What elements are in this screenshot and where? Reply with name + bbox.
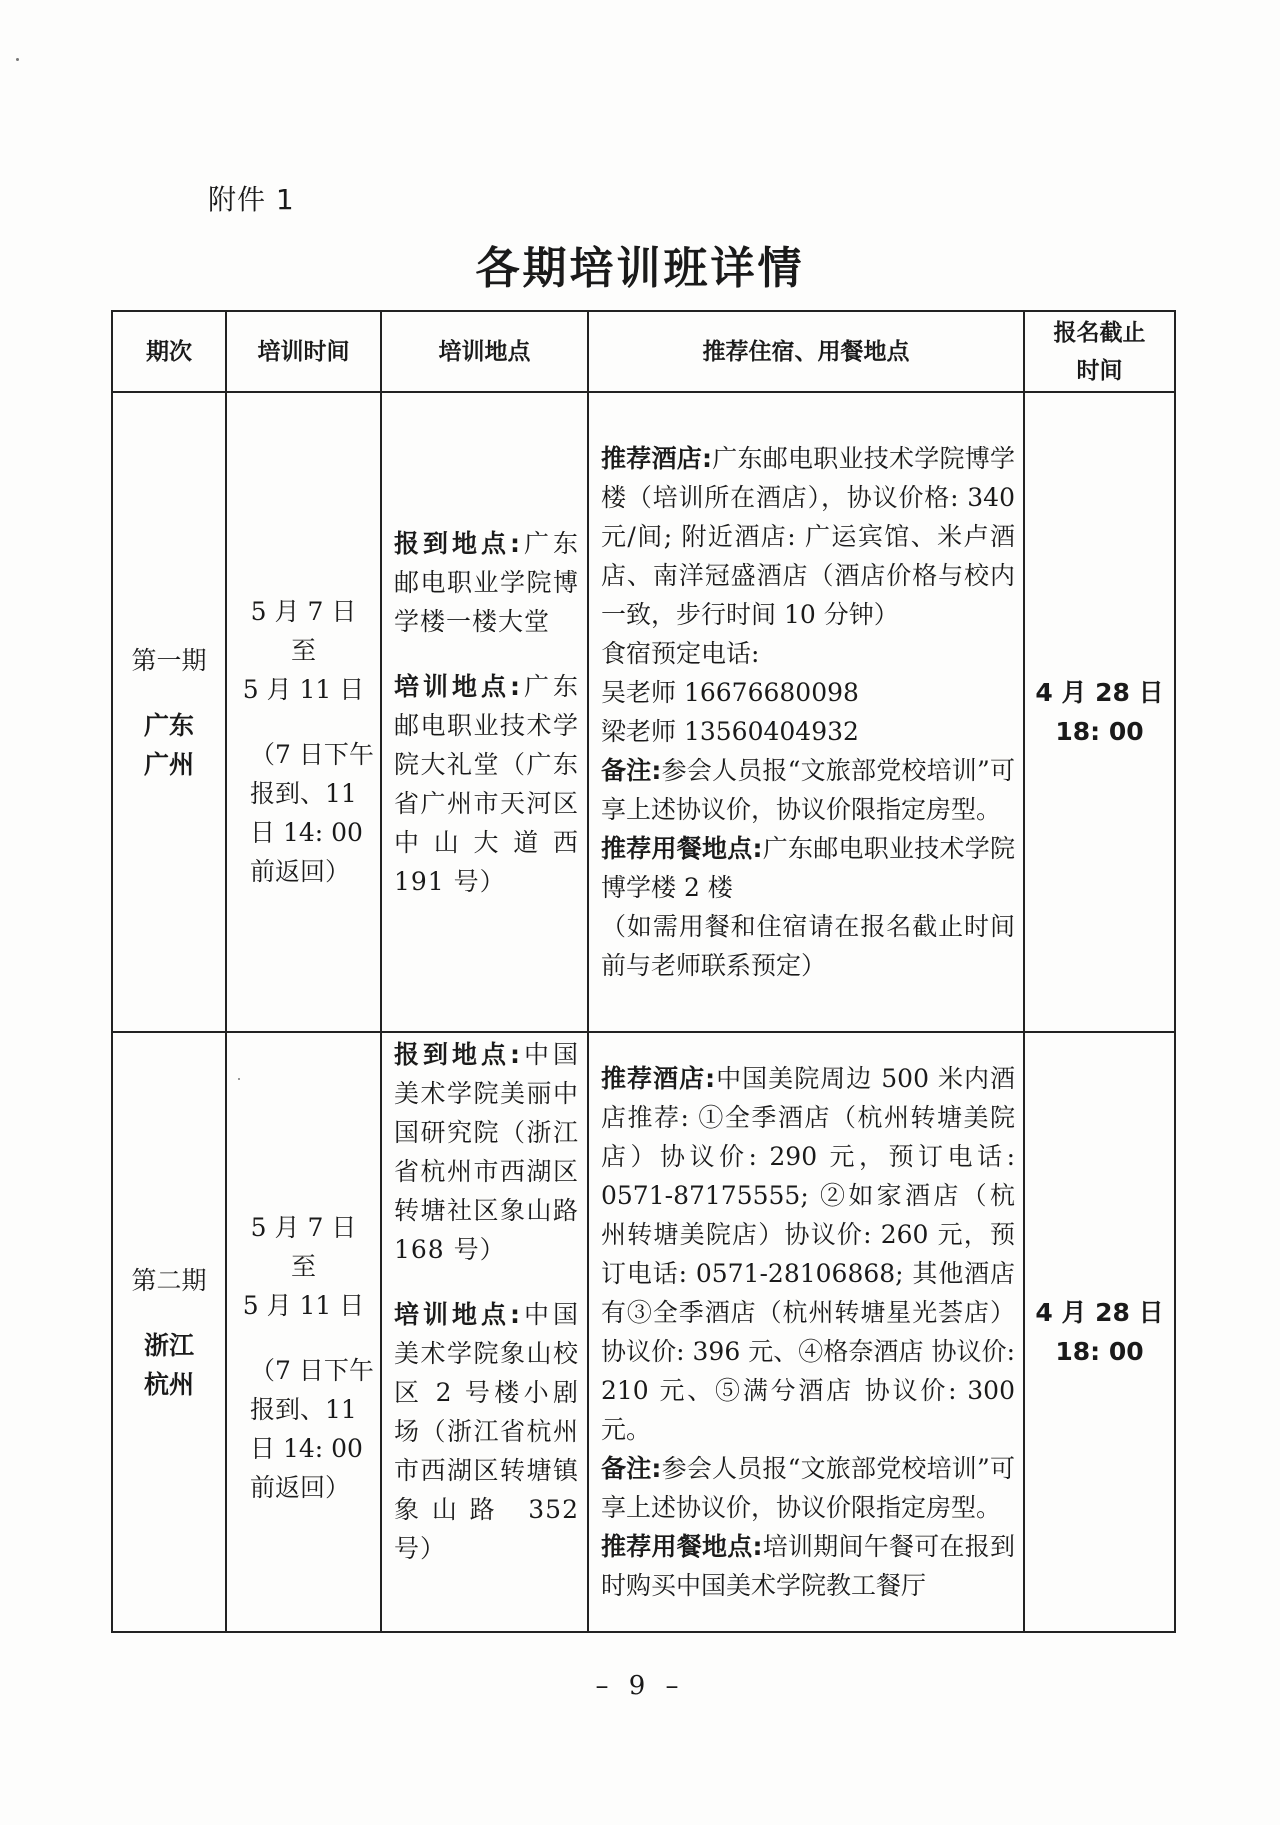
scan-speck: [16, 58, 19, 61]
report-location: [394, 1035, 579, 1269]
deadline-cell: [1024, 392, 1175, 1032]
phone-title: 食宿预定电话:: [601, 639, 760, 668]
contact-line: 梁老师 13560404932: [601, 717, 859, 746]
hotel-recommendation: [601, 439, 1015, 634]
training-location-text: 广东邮电职业技术学院大礼堂（广东省广州市天河区中山大道西 191 号）: [394, 671, 579, 896]
hotel-label: 推荐酒店:: [601, 444, 712, 473]
location-cell: [381, 1032, 588, 1632]
report-location-label: 报到地点:: [394, 1040, 521, 1069]
table-header-row: [112, 311, 1175, 392]
deadline-date: 4 月 28 日: [1035, 678, 1164, 707]
period-cell: [112, 1032, 226, 1632]
header-deadline-line1: 报名截止: [1053, 319, 1146, 346]
contact-line: 吴老师 16676680098: [601, 678, 859, 707]
training-schedule-table: [111, 310, 1176, 1633]
time-note: （7 日下午报到、11 日 14: 00 前返回）: [250, 740, 374, 886]
page-title: 各期培训班详情: [475, 243, 805, 294]
note-text: 参会人员报“文旅部党校培训”可享上述协议价，协议价限指定房型。: [601, 756, 1015, 824]
deadline-time: 18: 00: [1055, 717, 1144, 746]
training-location-text: 中国美术学院象山校区 2 号楼小剧场（浙江省杭州市西湖区转塘镇象山路 352 号）: [394, 1300, 579, 1563]
period-cell: [112, 392, 226, 1032]
table-row: [112, 1032, 1175, 1632]
dining-label: 推荐用餐地点:: [601, 834, 763, 863]
lodging-note: [601, 751, 1015, 829]
time-to: 至: [290, 1252, 316, 1281]
header-deadline: [1024, 311, 1175, 392]
city-line: 广东: [143, 710, 194, 740]
note-label: 备注:: [601, 1454, 662, 1483]
time-to: 至: [290, 636, 316, 665]
location-cell: [381, 392, 588, 1032]
header-location: 培训地点: [381, 311, 588, 392]
time-cell: [226, 392, 381, 1032]
training-location-label: 培训地点:: [394, 1300, 521, 1329]
deadline-cell: [1024, 1032, 1175, 1632]
city-line: 浙江: [143, 1330, 194, 1360]
city-line: 杭州: [143, 1369, 194, 1399]
training-location: [394, 667, 579, 901]
training-location-label: 培训地点:: [394, 671, 521, 701]
dining-recommendation: [601, 829, 1015, 907]
report-location-label: 报到地点:: [394, 528, 521, 558]
dining-recommendation: [601, 1527, 1015, 1605]
report-location: [394, 524, 579, 641]
hotel-text: 广东邮电职业技术学院博学楼（培训所在酒店），协议价格: 340 元/间; 附近酒店: 广运宾馆、米卢酒店、南洋冠盛酒店（酒店价格与校内一致，步行时间 10 分钟）: [601, 444, 1015, 629]
time-end: 5 月 11 日: [242, 675, 365, 704]
period-name: 第二期: [131, 1265, 207, 1295]
header-period: 期次: [112, 311, 226, 392]
header-lodging: 推荐住宿、用餐地点: [588, 311, 1024, 392]
hotel-text: 中国美院周边 500 米内酒店推荐: ①全季酒店（杭州转塘美院店）协议价: 290 元，预订电话: 0571-87175555; ②如家酒店（杭州转塘美院店）协议价: 260 元，预订电话: 0571-28106868; 其他酒店有③全季酒店（杭州转塘星光荟店）协议价: 396 元、④格奈酒店 协议价: 210 元、⑤满兮酒店 协议价: 300 元。: [601, 1064, 1015, 1444]
lodging-note: [601, 1449, 1015, 1527]
time-note: （7 日下午报到、11 日 14: 00 前返回）: [250, 1356, 374, 1502]
dining-text: 广东邮电职业技术学院博学楼 2 楼: [601, 834, 1015, 902]
page-number: – 9 –: [595, 1671, 685, 1701]
hotel-recommendation: [601, 1059, 1015, 1449]
report-location-text: 中国美术学院美丽中国研究院（浙江省杭州市西湖区转塘社区象山路 168 号）: [394, 1040, 579, 1264]
time-start: 5 月 7 日: [250, 597, 357, 626]
header-time: 培训时间: [226, 311, 381, 392]
dining-label: 推荐用餐地点:: [601, 1532, 763, 1561]
city-line: 广州: [143, 749, 194, 779]
period-city: [114, 706, 224, 784]
training-location: [394, 1295, 579, 1568]
time-start: 5 月 7 日: [250, 1213, 357, 1242]
period-city: [114, 1326, 224, 1404]
header-deadline-line2: 时间: [1076, 357, 1123, 384]
lodging-cell: [588, 392, 1024, 1032]
note-text: 参会人员报“文旅部党校培训”可享上述协议价，协议价限指定房型。: [601, 1454, 1015, 1522]
dining-note: （如需用餐和住宿请在报名截止时间前与老师联系预定）: [601, 912, 1015, 980]
lodging-cell: [588, 1032, 1024, 1632]
table-row: [112, 392, 1175, 1032]
period-name: 第一期: [131, 645, 207, 675]
deadline-time: 18: 00: [1055, 1337, 1144, 1366]
time-cell: [226, 1032, 381, 1632]
report-location-text: 广东邮电职业学院博学楼一楼大堂: [394, 528, 579, 636]
time-end: 5 月 11 日: [242, 1291, 365, 1320]
deadline-date: 4 月 28 日: [1035, 1298, 1164, 1327]
hotel-label: 推荐酒店:: [601, 1064, 716, 1093]
note-label: 备注:: [601, 756, 662, 785]
attachment-label: 附件 1: [208, 183, 295, 216]
dining-text: 培训期间午餐可在报到时购买中国美术学院教工餐厅: [601, 1532, 1015, 1600]
